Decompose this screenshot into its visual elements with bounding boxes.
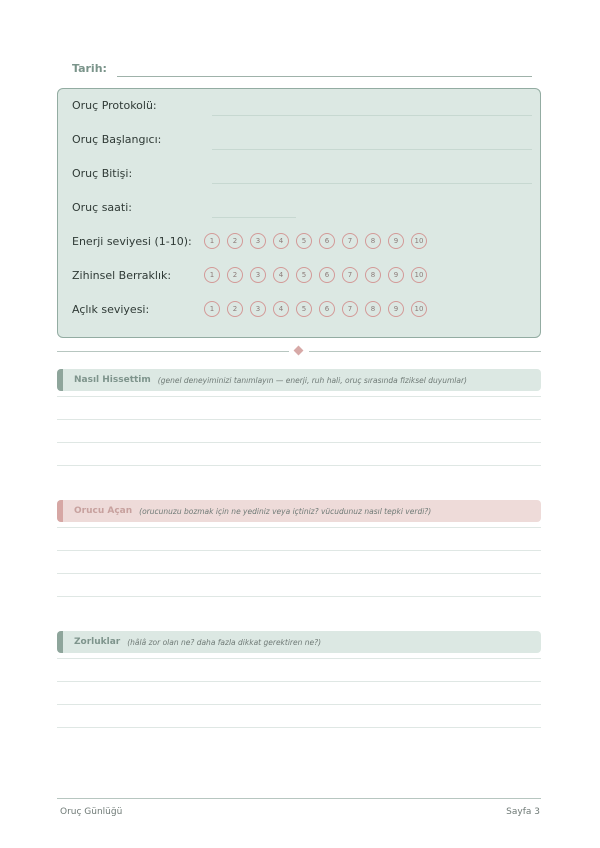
writing-line[interactable]: [57, 527, 541, 528]
divider-line-left: [57, 351, 289, 352]
energy-option-10[interactable]: 10: [411, 233, 427, 249]
energy-row: [72, 233, 532, 253]
writing-line[interactable]: [57, 550, 541, 551]
energy-option-9[interactable]: 9: [388, 233, 404, 249]
section-title: Orucu Açan: [74, 506, 133, 516]
section-header-breaking-fast: [57, 500, 541, 522]
clarity-option-7[interactable]: 7: [342, 267, 358, 283]
clarity-option-10[interactable]: 10: [411, 267, 427, 283]
date-input-line[interactable]: [117, 76, 532, 77]
clarity-row: [72, 267, 532, 287]
protocol-row: [72, 97, 532, 117]
clarity-option-4[interactable]: 4: [273, 267, 289, 283]
energy-option-1[interactable]: 1: [204, 233, 220, 249]
writing-line[interactable]: [57, 704, 541, 705]
end-row: [72, 165, 532, 185]
section-divider: [57, 346, 541, 358]
energy-option-8[interactable]: 8: [365, 233, 381, 249]
writing-line[interactable]: [57, 596, 541, 597]
clarity-scale: [204, 267, 427, 283]
hours-label: Oruç saati:: [72, 201, 132, 214]
clarity-option-2[interactable]: 2: [227, 267, 243, 283]
writing-line[interactable]: [57, 573, 541, 574]
section-header-challenges: [57, 631, 541, 653]
hunger-option-9[interactable]: 9: [388, 301, 404, 317]
hours-input-line[interactable]: [212, 217, 296, 218]
section-hint: (orucunuzu bozmak için ne yediniz veya içtiniz? vücudunuz nasıl tepki verdi?): [139, 506, 432, 516]
footer-divider: [57, 798, 541, 799]
writing-line[interactable]: [57, 727, 541, 728]
energy-scale: [204, 233, 427, 249]
writing-line[interactable]: [57, 419, 541, 420]
section-accent-bar: [57, 500, 63, 522]
fasting-info-box: [57, 88, 541, 338]
writing-line[interactable]: [57, 681, 541, 682]
protocol-input-line[interactable]: [212, 115, 532, 116]
clarity-option-6[interactable]: 6: [319, 267, 335, 283]
start-label: Oruç Başlangıcı:: [72, 133, 162, 146]
start-input-line[interactable]: [212, 149, 532, 150]
clarity-option-9[interactable]: 9: [388, 267, 404, 283]
diamond-ornament-icon: [294, 346, 304, 356]
writing-line[interactable]: [57, 442, 541, 443]
date-label: Tarih:: [72, 62, 107, 75]
hunger-option-7[interactable]: 7: [342, 301, 358, 317]
energy-option-5[interactable]: 5: [296, 233, 312, 249]
clarity-option-3[interactable]: 3: [250, 267, 266, 283]
clarity-option-5[interactable]: 5: [296, 267, 312, 283]
hunger-option-3[interactable]: 3: [250, 301, 266, 317]
clarity-option-8[interactable]: 8: [365, 267, 381, 283]
hunger-option-4[interactable]: 4: [273, 301, 289, 317]
hunger-option-5[interactable]: 5: [296, 301, 312, 317]
writing-line[interactable]: [57, 465, 541, 466]
section-header-how-i-felt: [57, 369, 541, 391]
section-title: Nasıl Hissettim: [74, 375, 151, 385]
start-row: [72, 131, 532, 151]
hunger-scale: [204, 301, 427, 317]
section-accent-bar: [57, 631, 63, 653]
end-input-line[interactable]: [212, 183, 532, 184]
divider-line-right: [309, 351, 541, 352]
writing-line[interactable]: [57, 396, 541, 397]
hunger-option-2[interactable]: 2: [227, 301, 243, 317]
section-hint: (hâlâ zor olan ne? daha fazla dikkat gerektiren ne?): [127, 637, 322, 647]
section-hint: (genel deneyiminizi tanımlayın — enerji, ruh hali, oruç sırasında fiziksel duyumlar): [157, 375, 467, 385]
hunger-label: Açlık seviyesi:: [72, 303, 150, 316]
hunger-option-1[interactable]: 1: [204, 301, 220, 317]
footer-page-number: Sayfa 3: [506, 807, 540, 817]
hours-row: [72, 199, 532, 219]
energy-option-6[interactable]: 6: [319, 233, 335, 249]
section-title: Zorluklar: [74, 637, 121, 647]
energy-option-2[interactable]: 2: [227, 233, 243, 249]
section-accent-bar: [57, 369, 63, 391]
energy-label: Enerji seviyesi (1-10):: [72, 235, 192, 248]
hunger-option-6[interactable]: 6: [319, 301, 335, 317]
writing-line[interactable]: [57, 658, 541, 659]
hunger-row: [72, 301, 532, 321]
hunger-option-10[interactable]: 10: [411, 301, 427, 317]
energy-option-3[interactable]: 3: [250, 233, 266, 249]
footer-journal-title: Oruç Günlüğü: [60, 807, 123, 817]
hunger-option-8[interactable]: 8: [365, 301, 381, 317]
clarity-label: Zihinsel Berraklık:: [72, 269, 172, 282]
energy-option-7[interactable]: 7: [342, 233, 358, 249]
clarity-option-1[interactable]: 1: [204, 267, 220, 283]
energy-option-4[interactable]: 4: [273, 233, 289, 249]
protocol-label: Oruç Protokolü:: [72, 99, 157, 112]
end-label: Oruç Bitişi:: [72, 167, 133, 180]
date-row: [72, 62, 532, 80]
